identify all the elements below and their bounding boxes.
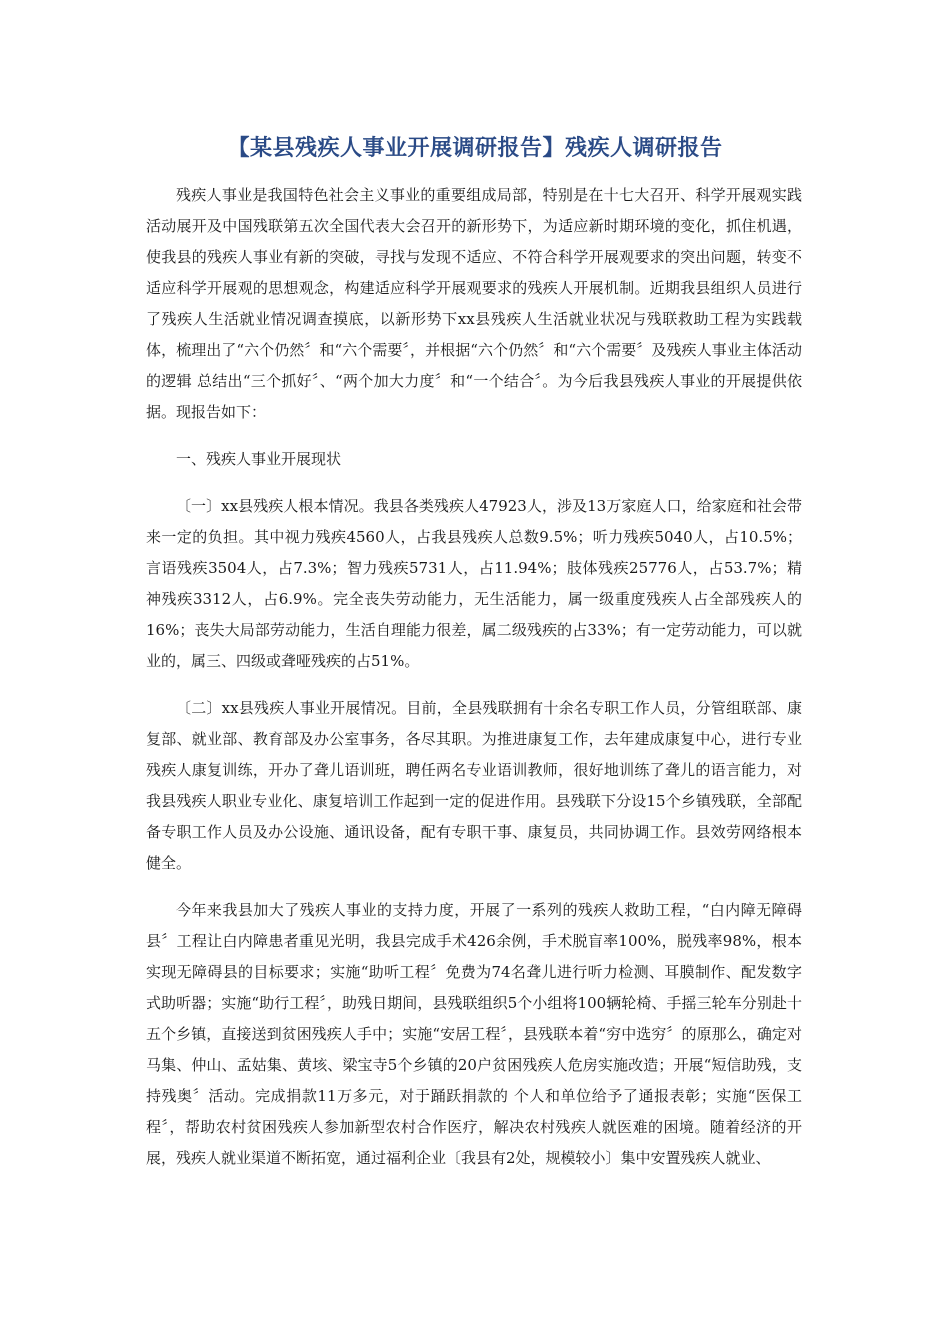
- paragraph-support-projects: 今年来我县加大了残疾人事业的支持力度，开展了一系列的残疾人救助工程，“白内障无障碍县〞工程让白内障患者重见光明，我县完成手术426余例，手术脱盲率100%，脱残率98%，根本实现无障碍县的目标要求；实施“助听工程〞免费为74名聋儿进行听力检测、耳膜制作、配发数字式助听器；实施“助行工程〞，助残日期间，县残联组织5个小组将100辆轮椅、手摇三轮车分别赴十五个乡镇，直接送到贫困残疾人手中；实施“安居工程〞，县残联本着“穷中选穷〞的原那么，确定对马集、仲山、孟姑集、黄垓、梁宝寺5个乡镇的20户贫困残疾人危房实施改造；开展“短信助残，支持残奥〞活动。完成捐款11万多元，对于踊跃捐款的 个人和单位给予了通报表彰；实施“医保工程〞，帮助农村贫困残疾人参加新型农村合作医疗，解决农村残疾人就医难的困境。随着经济的开展，残疾人就业渠道不断拓宽，通过福利企业〔我县有2处，规模较小〕集中安置残疾人就业、: [146, 901, 802, 1167]
- document-title: 【某县残疾人事业开展调研报告】残疾人调研报告: [227, 136, 723, 161]
- document-body: [146, 180, 802, 1190]
- paragraph-intro: 残疾人事业是我国特色社会主义事业的重要组成局部，特别是在十七大召开、科学开展观实践活动展开及中国残联第五次全国代表大会召开的新形势下，为适应新时期环境的变化，抓住机遇，使我县的残疾人事业有新的突破，寻找与发现不适应、不符合科学开展观要求的突出问题，转变不适应科学开展观的思想观念，构建适应科学开展观要求的残疾人开展机制。近期我县组织人员进行了残疾人生活就业情况调查摸底，以新形势下xx县残疾人生活就业状况与残联救助工程为实践载体，梳理出了“六个仍然〞和“六个需要〞，并根据“六个仍然〞和“六个需要〞及残疾人事业主体活动的逻辑 总结出“三个抓好〞、“两个加大力度〞和“一个结合〞。为今后我县残疾人事业的开展提供依据。现报告如下：: [146, 186, 802, 421]
- paragraph-development: 〔二〕xx县残疾人事业开展情况。目前，全县残联拥有十余名专职工作人员，分管组联部、康复部、就业部、教育部及办公室事务，各尽其职。为推进康复工作，去年建成康复中心，进行专业残疾人康复训练，开办了聋儿语训班，聘任两名专业语训教师，很好地训练了聋儿的语言能力，对我县残疾人职业专业化、康复培训工作起到一定的促进作用。县残联下分设15个乡镇残联，全部配备专职工作人员及办公设施、通讯设备，配有专职干事、康复员，共同协调工作。县效劳网络根本健全。: [146, 699, 802, 872]
- paragraph-basic-situation: 〔一〕xx县残疾人根本情况。我县各类残疾人47923人，涉及13万家庭人口，给家庭和社会带来一定的负担。其中视力残疾4560人，占我县残疾人总数9.5%；听力残疾5040人，占10.5%；言语残疾3504人，占7.3%；智力残疾5731人，占11.94%；肢体残疾25776人，占53.7%；精神残疾3312人，占6.9%。完全丧失劳动能力，无生活能力，属一级重度残疾人占全部残疾人的16%；丧失大局部劳动能力，生活自理能力很差，属二级残疾的占33%；有一定劳动能力，可以就业的，属三、四级或聋哑残疾的占51%。: [146, 497, 802, 670]
- section-heading: 一、残疾人事业开展现状: [176, 450, 342, 468]
